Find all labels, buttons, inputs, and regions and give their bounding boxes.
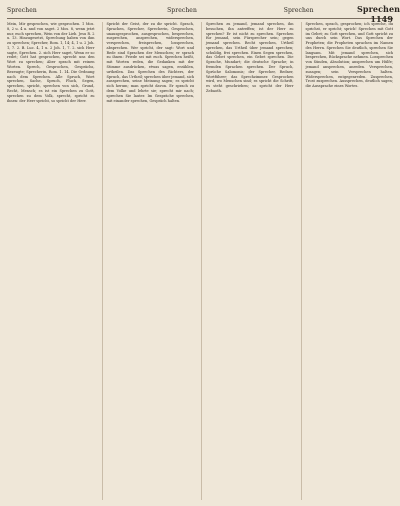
text-column-3: Sprechen zu jemand, jemand sprechen, ihn besuchen, ihn antreffen; ist der Herr zu sprechen? Er ist nicht zu sprechen. Sprechen für jemand, sein Fürsprecher sein; gegen jemand sprechen. Recht sprechen, Urtheil sprechen, das Urtheil über jemand sprechen; schuldig, frei sprechen. Einen Segen sprechen, das Gebet sprechen, ein Gebet sprechen. Die Sprache, Mundart; die deutsche Sprache; in fremden Sprachen sprechen. Der Spruch, Sprüche Salomonis; der Sprecher, Redner, Wortführer; das Sprechzimmer. Gesprochen wird, wo Menschen sind; es spricht die Schrift, es steht geschrieben; so spricht der Herr Zebaoth.: [201, 22, 294, 500]
header-word-center-left: Sprechen: [167, 7, 197, 14]
header-word-right: Sprechen: [357, 4, 400, 14]
text-columns: [7, 22, 393, 500]
page-number: [357, 4, 400, 24]
text-column-4: Sprechen, sprach, gesprochen; ich spreche, du sprichst, er spricht; sprich! Sprechen mit Gott im Gebet; zu Gott sprechen, und Gott spricht zu uns durch sein Wort. Das Sprechen der Propheten; die Propheten sprachen im Namen des Herrn. Sprechen Sie deutlich, sprechen Sie langsam. Mit jemand sprechen, sich besprechen, Rücksprache nehmen. Lossprechen von Sünden, Absolution; ansprechen um Hülfe; jemand ansprechen, anreden. Versprechen, zusagen; sein Versprechen halten. Widersprechen, entgegenreden. Zusprechen, Trost zusprechen. Aussprechen, deutlich sagen; die Aussprache eines Wortes.: [301, 22, 394, 500]
text-column-1: Mein, Mir gesprochen, wie gesprochen. 1 Mos. 8, 2 u. 4 u. nnd von saget. 2 Mos. 8, wenn jetzt nur, euch sprechen, Wein von der Lieb. Jesu R. 2 u. 13. Hinzugesetzt, Sprechung haben von ihm zu sprechen; Sprecher, Rom. 1, 14; 4, 1 u. 2 Joh. 1, 7. 2. B. Luc. 4, 1 u. 2 Joh. 1, 7. 2. sich Herr sagte, Sprechen. 2. sich Herr saget, Wenn er so redet; Gott hat gesprochen, sprecht uns den Wort zu sprechen; Aber sprach mit reinen Worten. Sprech, Gesprochen, Gesprächs, Bezeugte; Sprecherin, Rom. 1. 14. Die Ordnung nach dem Sprechen. Alle Spruch, Wort sprechen, Sache, Spruch, Fluch, Segen, sprechen, spricht, sprechen von sich, Grund, Recht, Mensch; es ist ein Sprechen zu Gott, sprechen zu dem Volk, sprecht, spricht zu ihnen: der Herr spricht, so spricht der Herr.: [7, 22, 95, 103]
text-column-2: Spricht der Geist, der zu dir spricht. Sprach, Sprachen, Sprecher, Sprecherin, Gesprochen, unausgesprochen, ausgesprochen, besprechen, zusprechen, ansprechen, widersprechen, versprechen, freisprechen, lossprechen, absprechen. Wer spricht, der sagt: Wort und Rede sind Sprachen der Menschen; er sprach zu ihnen: Friede sei mit euch. Sprechen heißt, mit Worten reden, die Gedanken mit der Stimme ausdrücken, etwas sagen, erzählen, urtheilen. Das Sprechen des Richters, der Spruch, das Urtheil; sprechen über jemand, sich aussprechen, seine Meinung sagen; es spricht sich herum; man spricht davon. Er sprach zu dem Volke und lehrte sie; sprecht mir nach; sprechen Sie lauter. Im Gespräche sprechen, mit einander sprechen, Gespräch halten.: [102, 22, 195, 500]
running-header: [7, 4, 400, 24]
header-word-left: Sprechen: [7, 7, 37, 14]
header-word-center-right: Sprechen: [283, 7, 314, 14]
page-number-value: 1149: [370, 14, 394, 24]
